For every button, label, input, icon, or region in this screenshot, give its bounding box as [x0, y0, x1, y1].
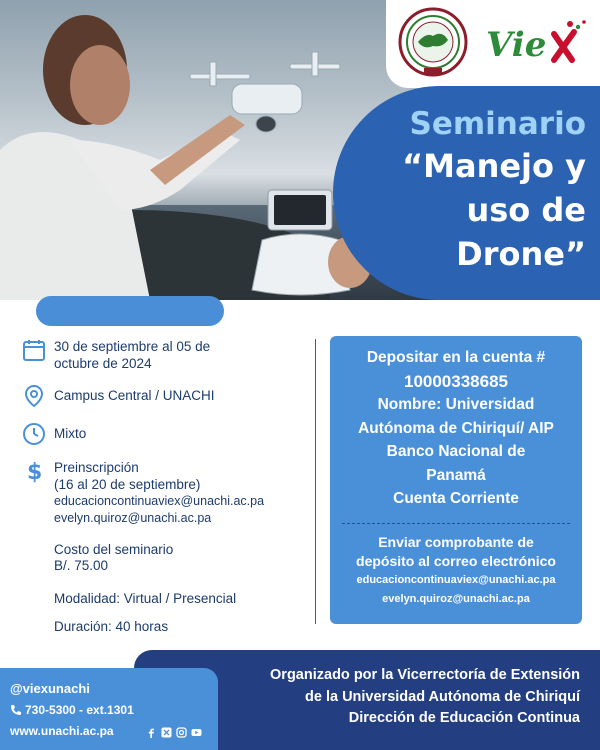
cost-label: Costo del seminario — [54, 542, 174, 557]
social-icons — [146, 725, 202, 736]
bank-account-number: 10000338685 — [403, 371, 508, 391]
youtube-icon[interactable] — [191, 725, 202, 736]
preinscription-dates: (16 al 20 de septiembre) — [54, 477, 201, 492]
mode-row — [22, 422, 86, 446]
preinscription-label: Preinscripción — [54, 460, 139, 475]
location-row — [22, 384, 215, 408]
viex-logo — [484, 16, 592, 68]
contact-email-2[interactable]: evelyn.quiroz@unachi.ac.pa — [54, 511, 212, 525]
bank-line-bank: Banco Nacional de — [386, 443, 526, 460]
contact-email-1[interactable]: educacioncontinuaviex@unachi.ac.pa — [54, 494, 265, 508]
title-line-3: Drone” — [456, 235, 586, 273]
bank-email-1[interactable]: educacioncontinuaviex@unachi.ac.pa — [356, 574, 556, 586]
twitter-icon[interactable] — [161, 725, 172, 736]
bank-line-deposit: Depositar en la cuenta # — [366, 349, 546, 366]
phone-row — [10, 703, 134, 717]
cost-value: B/. 75.00 — [54, 558, 109, 573]
facebook-icon[interactable] — [146, 725, 157, 736]
organizer-text — [220, 665, 580, 730]
phone-number[interactable]: 730-5300 - ext.1301 — [25, 703, 134, 717]
title-line-2: uso de — [466, 191, 586, 229]
svg-text:$: $ — [27, 460, 43, 483]
preinscription-row — [22, 459, 264, 527]
duration-text: Duración: 40 horas — [54, 619, 169, 634]
date-line-2: octubre de 2024 — [54, 356, 152, 371]
bank-line-country: Panamá — [426, 466, 486, 484]
title-kind: Seminario — [409, 106, 586, 142]
seminar-title — [326, 104, 586, 276]
column-divider — [315, 339, 316, 624]
bank-divider — [342, 523, 570, 524]
send-line-1: Enviar comprobante de — [378, 534, 534, 550]
social-handle[interactable]: @viexunachi — [10, 681, 90, 696]
unachi-seal-logo — [398, 6, 468, 78]
bank-line-name: Nombre: Universidad — [377, 396, 535, 413]
clock-icon — [22, 422, 46, 446]
bank-line-account-type: Cuenta Corriente — [393, 490, 519, 507]
dollar-icon — [22, 459, 46, 483]
bank-info-box — [330, 336, 582, 624]
accent-pill — [36, 296, 224, 326]
date-row — [22, 338, 210, 372]
organizer-line-2: de la Universidad Autónoma de Chiriquí — [305, 688, 580, 705]
svg-text:Vie: Vie — [486, 25, 547, 65]
bank-email-2[interactable]: evelyn.quiroz@unachi.ac.pa — [382, 593, 530, 605]
organizer-line-3: Dirección de Educación Continua — [348, 710, 580, 726]
location-pin-icon — [22, 384, 46, 408]
modality-text: Modalidad: Virtual / Presencial — [54, 591, 237, 606]
mode-text: Mixto — [54, 426, 87, 441]
contact-box — [0, 668, 218, 750]
logo-panel — [386, 0, 600, 88]
date-line-1: 30 de septiembre al 05 de — [54, 339, 211, 354]
calendar-icon — [22, 338, 46, 362]
instagram-icon[interactable] — [176, 725, 187, 736]
bank-line-university: Autónoma de Chiriquí/ AIP — [358, 419, 554, 437]
phone-icon — [10, 704, 22, 716]
organizer-line-1: Organizado por la Vicerrectoría de Extensión — [270, 667, 580, 683]
location-text: Campus Central / UNACHI — [54, 388, 215, 403]
title-line-1: “Manejo y — [402, 147, 586, 185]
website-link[interactable]: www.unachi.ac.pa — [10, 724, 114, 738]
send-line-2: depósito al correo electrónico — [356, 553, 556, 569]
